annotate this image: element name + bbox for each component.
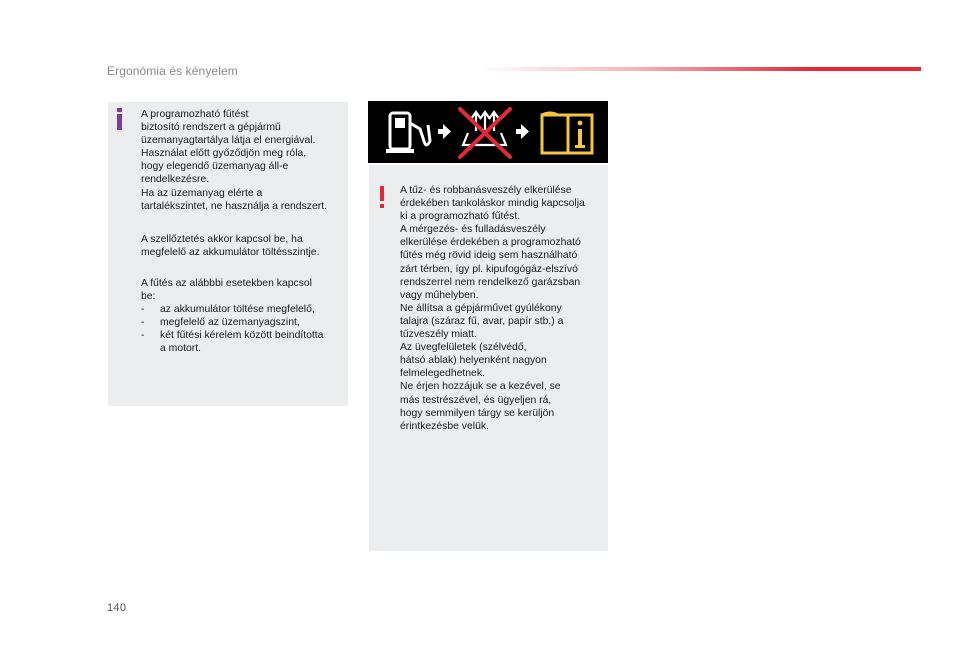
arrow-right-icon [438,124,451,139]
warning-exclamation-icon [380,186,386,208]
info-paragraph-heating: A fűtés az alábbbi esetekben kapcsol be: [141,278,312,303]
no-heating-icon [460,109,510,157]
info-paragraph-fuel: A programozható fűtést biztosító rendszert a gépjármű üzemanyagtartálya látja el energiával. Használat előtt győződjön meg róla, hogy elegendő üzemanyag áll-e rendelkezésre. Ha az üzemanyag elérte a tartalékszintet, ne használja a rendszert. [141,109,327,212]
fuel-warning-pictogram [368,101,608,163]
page-number: 140 [107,602,127,614]
info-paragraph-ventilation: A szellőztetés akkor kapcsol be, ha megfelelő az akkumulátor töltésszintje. [141,234,320,259]
info-icon [117,108,127,130]
list-item: - két fűtési kérelem között beindította a motort. [141,330,324,355]
warning-text: A tűz- és robbanásveszély elkerülése érdekében tankoláskor mindig kapcsolja ki a programozható fűtést. A mérgezés- és fulladásveszély elkerülése érdekében a programozható fűtés még rövid ideig sem használható zárt térben, így pl. kipufogógáz-elszívó rendszerrel nem rendelkező garázsban vagy műhelyben. Ne állítsa a gépjárművet gyúlékony talajra (száraz fű, avar, papír stb.) a tűzveszély miatt. Az üvegfelületek (szélvédő, hátsó ablak) helyenként nagyon felmelegedhetnek. Ne érjen hozzájuk se a kezével, se más testrészével, és ügyeljen rá, hogy semmilyen tárgy se kerüljön érintkezésbe velük. [400,185,585,432]
list-item: - megfelelő az üzemanyagszint, [141,317,300,329]
manual-info-icon [542,113,592,153]
heating-conditions-list [141,303,346,355]
arrow-right-icon [516,124,529,139]
fuel-pump-icon [386,113,430,153]
section-title: Ergonómia és kényelem [107,64,238,78]
list-item: - az akkumulátor töltése megfelelő, [141,304,315,315]
header-accent-line [480,67,921,71]
